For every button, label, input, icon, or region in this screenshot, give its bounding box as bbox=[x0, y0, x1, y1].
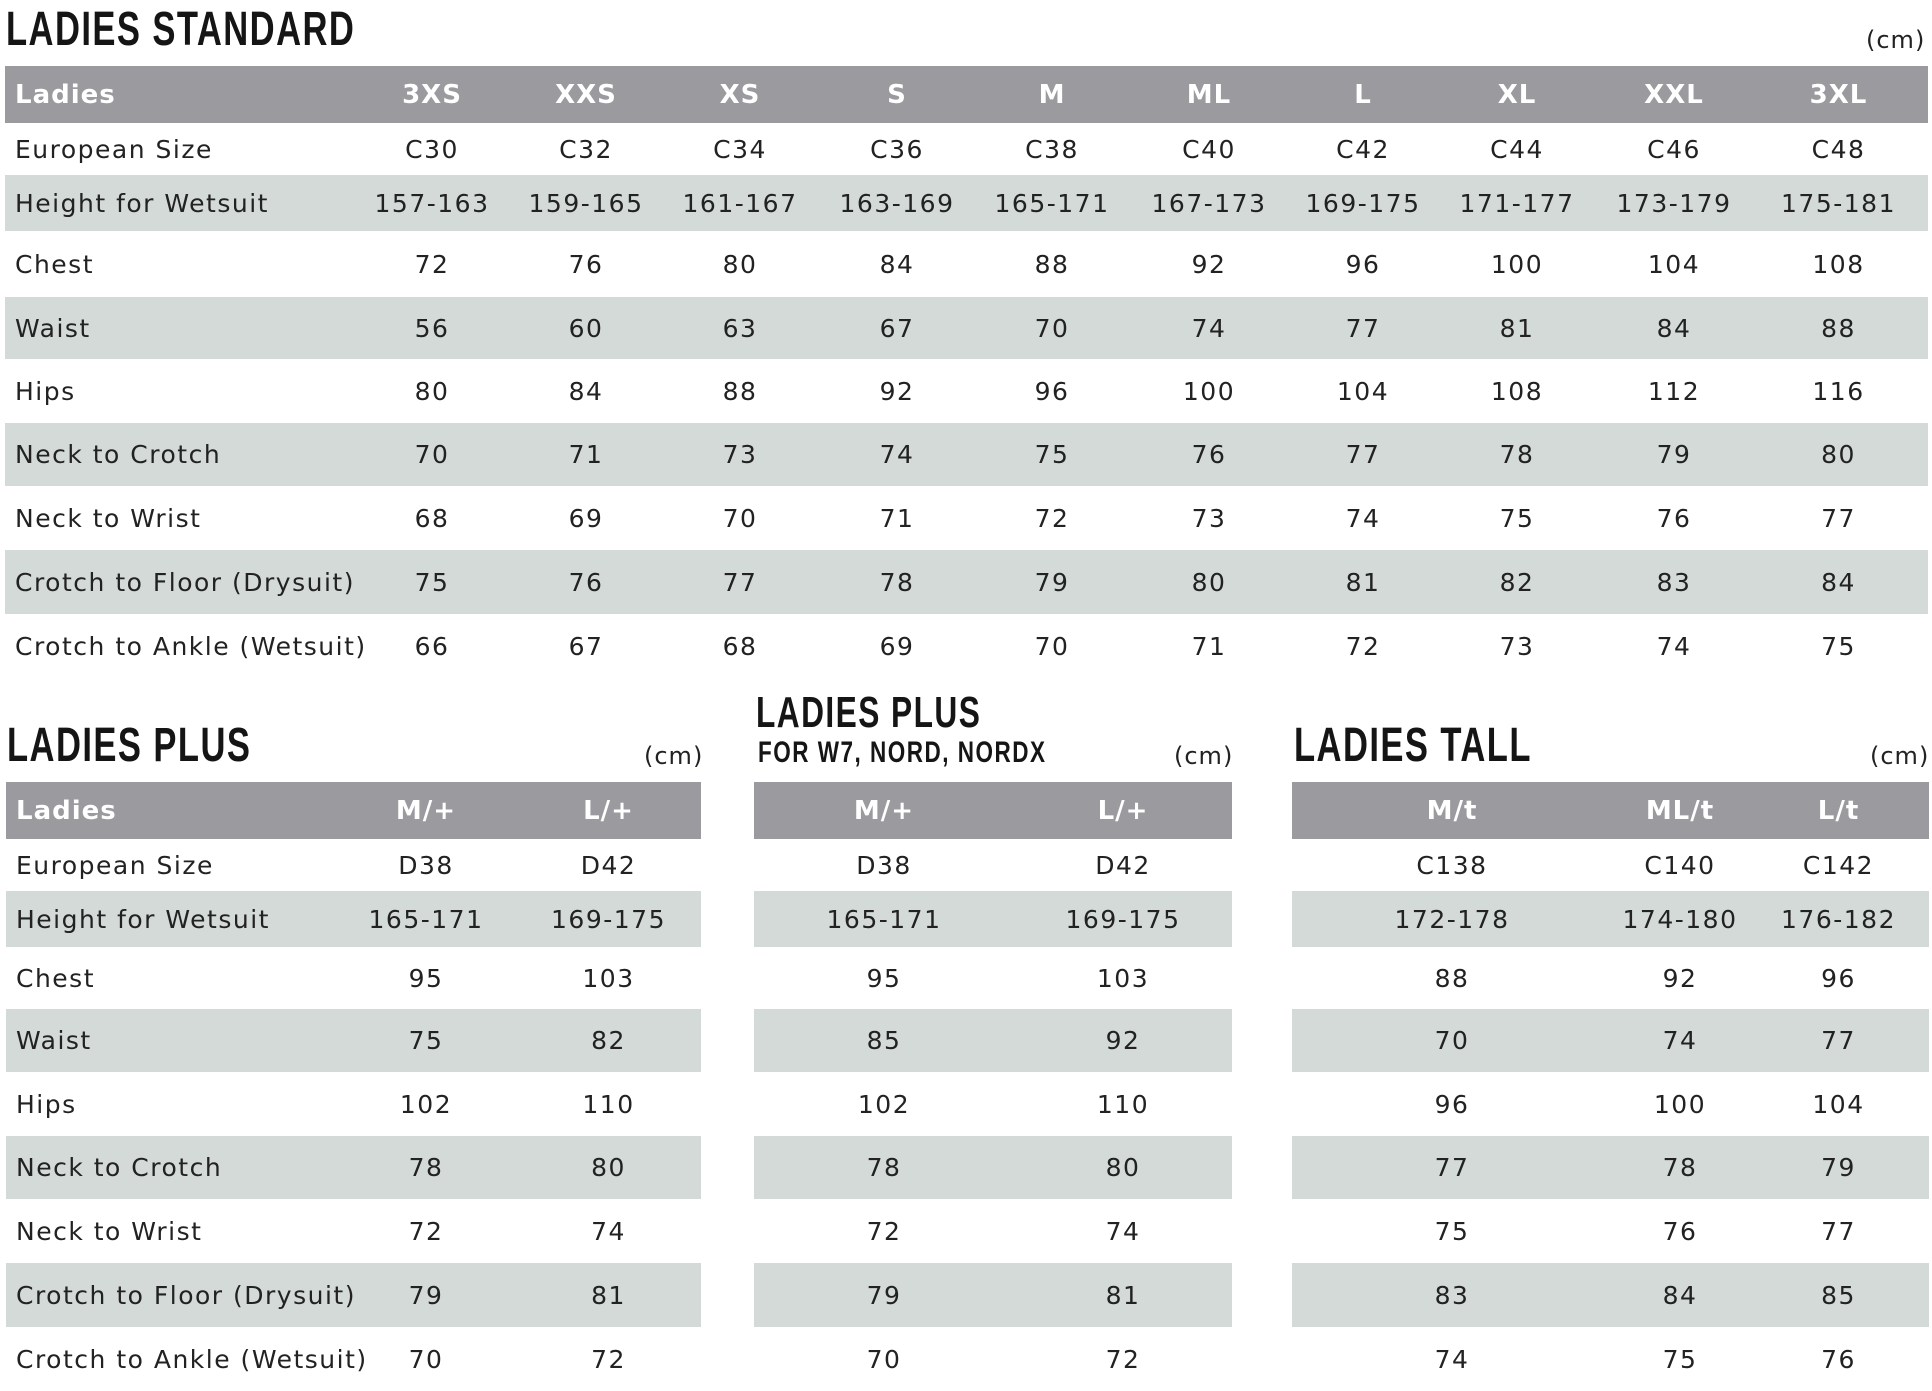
size-header-cell: S bbox=[817, 66, 977, 123]
size-value-cell: 69 bbox=[879, 631, 915, 661]
size-header-cell: ML bbox=[1127, 66, 1291, 123]
size-value-cell: 84 bbox=[1599, 297, 1749, 359]
size-value-cell: 81 bbox=[1014, 1263, 1232, 1327]
standard-title: LADIES STANDARD bbox=[6, 3, 356, 56]
table-row bbox=[6, 1263, 701, 1327]
plus-w7-size-table bbox=[754, 782, 1232, 1391]
size-value-cell: 80 bbox=[516, 1136, 701, 1199]
size-value-cell: 74 bbox=[1656, 631, 1692, 661]
size-value-cell: 81 bbox=[1291, 550, 1435, 614]
table-row bbox=[1292, 839, 1929, 891]
size-value-cell: 169-175 bbox=[1291, 175, 1435, 231]
table-row bbox=[754, 1136, 1232, 1199]
size-value-cell: 76 bbox=[1821, 1344, 1856, 1374]
measurement-label: Hips bbox=[16, 1089, 77, 1119]
measurement-label: European Size bbox=[15, 134, 213, 164]
size-value-cell: C32 bbox=[559, 134, 613, 164]
size-value-cell: 100 bbox=[1490, 249, 1544, 279]
table-row bbox=[5, 359, 1928, 423]
size-value-cell: 71 bbox=[879, 503, 915, 533]
size-value-cell: 76 bbox=[509, 550, 663, 614]
size-value-cell: 75 bbox=[977, 423, 1127, 486]
table-row bbox=[754, 891, 1232, 947]
size-value-cell: 71 bbox=[1191, 631, 1227, 661]
size-value-cell: 75 bbox=[1499, 503, 1535, 533]
table-row bbox=[5, 486, 1928, 550]
size-value-cell: 73 bbox=[663, 423, 817, 486]
size-value-cell: 161-167 bbox=[663, 175, 817, 231]
size-value-cell: 74 bbox=[1127, 297, 1291, 359]
size-header-cell: XXL bbox=[1599, 66, 1749, 123]
size-value-cell: 77 bbox=[1821, 503, 1856, 533]
measurement-label: Chest bbox=[15, 249, 95, 279]
size-value-cell: 72 bbox=[1345, 631, 1381, 661]
size-value-cell: 88 bbox=[1749, 297, 1928, 359]
size-value-cell: 77 bbox=[1291, 297, 1435, 359]
size-value-cell: 81 bbox=[1435, 297, 1599, 359]
size-header-cell: XXS bbox=[509, 66, 663, 123]
size-value-cell: C44 bbox=[1490, 134, 1544, 164]
size-value-cell: 74 bbox=[1434, 1344, 1470, 1374]
table-row bbox=[1292, 1136, 1929, 1199]
size-value-cell: 110 bbox=[1096, 1089, 1150, 1119]
size-value-cell: 167-173 bbox=[1127, 175, 1291, 231]
size-value-cell: 78 bbox=[336, 1136, 516, 1199]
size-value-cell: 100 bbox=[1653, 1089, 1707, 1119]
size-value-cell: D38 bbox=[856, 850, 912, 880]
measurement-label: Crotch to Ankle (Wetsuit) bbox=[16, 1344, 368, 1374]
size-value-cell: 83 bbox=[1292, 1263, 1612, 1327]
table-row bbox=[5, 123, 1928, 175]
size-value-cell: 84 bbox=[1612, 1263, 1748, 1327]
size-value-cell: 96 bbox=[1034, 376, 1070, 406]
table-row bbox=[6, 1009, 701, 1072]
plus-size-table bbox=[6, 782, 701, 1391]
size-value-cell: D42 bbox=[580, 850, 637, 880]
measurement-label: European Size bbox=[16, 850, 214, 880]
table-row bbox=[5, 297, 1928, 359]
size-value-cell: 80 bbox=[1014, 1136, 1232, 1199]
measurement-label: Neck to Wrist bbox=[16, 1216, 203, 1246]
size-value-cell: 92 bbox=[1191, 249, 1227, 279]
size-value-cell: 77 bbox=[1748, 1009, 1929, 1072]
table-row bbox=[754, 1263, 1232, 1327]
measurement-label: Neck to Crotch bbox=[6, 1136, 336, 1199]
size-value-cell: 83 bbox=[1599, 550, 1749, 614]
size-value-cell: 67 bbox=[817, 297, 977, 359]
table-row bbox=[1292, 1072, 1929, 1136]
size-value-cell: D38 bbox=[398, 850, 454, 880]
size-header-cell: ML/t bbox=[1612, 782, 1748, 839]
table-row bbox=[5, 614, 1928, 678]
table-row bbox=[754, 1072, 1232, 1136]
size-header-cell: M/t bbox=[1292, 782, 1612, 839]
size-value-cell: 84 bbox=[879, 249, 915, 279]
table-row bbox=[5, 175, 1928, 231]
measurement-label: Hips bbox=[15, 376, 76, 406]
table-row bbox=[5, 231, 1928, 297]
size-value-cell: 171-177 bbox=[1435, 175, 1599, 231]
size-value-cell: 175-181 bbox=[1749, 175, 1928, 231]
table-row bbox=[6, 1199, 701, 1263]
size-value-cell: 81 bbox=[516, 1263, 701, 1327]
size-value-cell: 73 bbox=[1499, 631, 1535, 661]
size-value-cell: 165-171 bbox=[336, 891, 516, 947]
size-value-cell: 96 bbox=[1434, 1089, 1470, 1119]
size-value-cell: 82 bbox=[1435, 550, 1599, 614]
table-row bbox=[6, 947, 701, 1009]
size-value-cell: 76 bbox=[1127, 423, 1291, 486]
size-value-cell: 96 bbox=[1821, 963, 1856, 993]
size-value-cell: 104 bbox=[1812, 1089, 1865, 1119]
size-value-cell: 85 bbox=[1748, 1263, 1929, 1327]
size-value-cell: 103 bbox=[582, 963, 635, 993]
size-value-cell: 174-180 bbox=[1612, 891, 1748, 947]
size-value-cell: 88 bbox=[1034, 249, 1070, 279]
size-value-cell: 79 bbox=[977, 550, 1127, 614]
size-value-cell: 79 bbox=[754, 1263, 1014, 1327]
size-value-cell: 75 bbox=[1434, 1216, 1470, 1246]
measurement-label: Waist bbox=[5, 297, 355, 359]
size-value-cell: 88 bbox=[722, 376, 758, 406]
size-value-cell: 69 bbox=[568, 503, 604, 533]
table-row bbox=[6, 1136, 701, 1199]
table-row bbox=[6, 1327, 701, 1391]
size-value-cell: C138 bbox=[1416, 850, 1488, 880]
size-value-cell: 75 bbox=[336, 1009, 516, 1072]
table-row bbox=[1292, 1263, 1929, 1327]
size-header-cell: 3XS bbox=[355, 66, 509, 123]
size-value-cell: 70 bbox=[1034, 631, 1070, 661]
table-row bbox=[6, 1072, 701, 1136]
size-value-cell: 77 bbox=[1291, 423, 1435, 486]
size-value-cell: 67 bbox=[568, 631, 604, 661]
size-value-cell: 79 bbox=[1599, 423, 1749, 486]
size-header-cell: L/+ bbox=[1014, 782, 1232, 839]
table-row bbox=[6, 891, 701, 947]
size-value-cell: 71 bbox=[509, 423, 663, 486]
size-value-cell: C30 bbox=[405, 134, 459, 164]
table-row bbox=[754, 947, 1232, 1009]
size-value-cell: 72 bbox=[414, 249, 450, 279]
size-value-cell: 72 bbox=[1105, 1344, 1141, 1374]
measurement-label: Crotch to Floor (Drysuit) bbox=[6, 1263, 336, 1327]
size-value-cell: 102 bbox=[857, 1089, 911, 1119]
size-value-cell: 70 bbox=[977, 297, 1127, 359]
size-value-cell: 84 bbox=[1749, 550, 1928, 614]
tall-title: LADIES TALL bbox=[1294, 719, 1532, 772]
size-value-cell: 92 bbox=[879, 376, 915, 406]
table-row bbox=[754, 1009, 1232, 1072]
size-value-cell: 92 bbox=[1662, 963, 1698, 993]
size-value-cell: C34 bbox=[713, 134, 767, 164]
size-value-cell: 72 bbox=[408, 1216, 444, 1246]
size-header-cell: XS bbox=[663, 66, 817, 123]
size-value-cell: 104 bbox=[1336, 376, 1390, 406]
size-header-cell: L bbox=[1291, 66, 1435, 123]
table-row bbox=[1292, 1327, 1929, 1391]
size-header-cell: L/+ bbox=[516, 782, 701, 839]
size-value-cell: C36 bbox=[870, 134, 924, 164]
size-header-cell: 3XL bbox=[1749, 66, 1928, 123]
size-value-cell: 78 bbox=[1612, 1136, 1748, 1199]
size-value-cell: 74 bbox=[1612, 1009, 1748, 1072]
size-value-cell: 163-169 bbox=[817, 175, 977, 231]
size-value-cell: 78 bbox=[817, 550, 977, 614]
plus-title: LADIES PLUS bbox=[7, 719, 252, 772]
size-value-cell: 173-179 bbox=[1599, 175, 1749, 231]
measurement-label: Neck to Crotch bbox=[5, 423, 355, 486]
size-value-cell: 80 bbox=[1127, 550, 1291, 614]
size-value-cell: 75 bbox=[355, 550, 509, 614]
size-value-cell: 104 bbox=[1647, 249, 1701, 279]
plus-w7-subtitle: FOR W7, NORD, NORDX bbox=[758, 736, 1047, 769]
size-value-cell: 157-163 bbox=[355, 175, 509, 231]
header-label-cell: Ladies bbox=[6, 782, 336, 839]
size-value-cell: 169-175 bbox=[516, 891, 701, 947]
size-value-cell: 79 bbox=[1748, 1136, 1929, 1199]
size-value-cell: 74 bbox=[591, 1216, 626, 1246]
size-value-cell: 70 bbox=[408, 1344, 444, 1374]
size-value-cell: 70 bbox=[1292, 1009, 1612, 1072]
size-value-cell: 68 bbox=[414, 503, 450, 533]
size-value-cell: 108 bbox=[1812, 249, 1865, 279]
table-row bbox=[6, 839, 701, 891]
measurement-label: Waist bbox=[6, 1009, 336, 1072]
size-header-cell: L/t bbox=[1748, 782, 1929, 839]
size-value-cell: 80 bbox=[1749, 423, 1928, 486]
measurement-label: Height for Wetsuit bbox=[6, 891, 336, 947]
header-row bbox=[6, 782, 701, 839]
size-value-cell: 74 bbox=[817, 423, 977, 486]
size-value-cell: 85 bbox=[754, 1009, 1014, 1072]
size-value-cell: C46 bbox=[1647, 134, 1701, 164]
size-value-cell: 165-171 bbox=[754, 891, 1014, 947]
size-header-cell: M/+ bbox=[754, 782, 1014, 839]
size-value-cell: 103 bbox=[1096, 963, 1150, 993]
size-value-cell: 80 bbox=[414, 376, 450, 406]
size-header-cell: XL bbox=[1435, 66, 1599, 123]
header-row bbox=[754, 782, 1232, 839]
size-value-cell: 102 bbox=[399, 1089, 453, 1119]
table-row bbox=[1292, 947, 1929, 1009]
size-header-cell: M bbox=[977, 66, 1127, 123]
size-value-cell: C140 bbox=[1644, 850, 1716, 880]
size-value-cell: C142 bbox=[1802, 850, 1875, 880]
size-header-cell: M/+ bbox=[336, 782, 516, 839]
size-value-cell: 165-171 bbox=[977, 175, 1127, 231]
size-value-cell: 96 bbox=[1345, 249, 1381, 279]
size-value-cell: 77 bbox=[1292, 1136, 1612, 1199]
size-value-cell: 77 bbox=[1821, 1216, 1856, 1246]
size-value-cell: 56 bbox=[355, 297, 509, 359]
size-value-cell: 68 bbox=[722, 631, 758, 661]
size-value-cell: 73 bbox=[1191, 503, 1227, 533]
size-value-cell: 72 bbox=[591, 1344, 626, 1374]
header-row bbox=[5, 66, 1928, 123]
size-value-cell: 95 bbox=[866, 963, 902, 993]
size-value-cell: 176-182 bbox=[1748, 891, 1929, 947]
measurement-label: Crotch to Floor (Drysuit) bbox=[5, 550, 355, 614]
table-row bbox=[1292, 1009, 1929, 1072]
size-value-cell: 63 bbox=[663, 297, 817, 359]
size-value-cell: C40 bbox=[1182, 134, 1236, 164]
size-value-cell: 84 bbox=[568, 376, 604, 406]
measurement-label: Crotch to Ankle (Wetsuit) bbox=[15, 631, 367, 661]
table-row bbox=[5, 423, 1928, 486]
size-value-cell: 74 bbox=[1105, 1216, 1141, 1246]
size-value-cell: 76 bbox=[1656, 503, 1692, 533]
plus-w7-unit: (cm) bbox=[1174, 742, 1234, 770]
size-value-cell: 95 bbox=[408, 963, 444, 993]
standard-unit: (cm) bbox=[1866, 26, 1926, 54]
size-value-cell: C38 bbox=[1025, 134, 1079, 164]
measurement-label: Height for Wetsuit bbox=[5, 175, 355, 231]
plus-unit: (cm) bbox=[644, 742, 704, 770]
table-row bbox=[1292, 891, 1929, 947]
size-value-cell: D42 bbox=[1095, 850, 1151, 880]
size-value-cell: 79 bbox=[336, 1263, 516, 1327]
size-value-cell: 60 bbox=[509, 297, 663, 359]
size-value-cell: 78 bbox=[1435, 423, 1599, 486]
size-value-cell: 70 bbox=[722, 503, 758, 533]
table-row bbox=[754, 1327, 1232, 1391]
size-value-cell: 75 bbox=[1821, 631, 1856, 661]
size-value-cell: 77 bbox=[663, 550, 817, 614]
header-row bbox=[1292, 782, 1929, 839]
size-value-cell: 70 bbox=[866, 1344, 902, 1374]
size-value-cell: 172-178 bbox=[1292, 891, 1612, 947]
size-value-cell: 108 bbox=[1490, 376, 1544, 406]
header-label-cell: Ladies bbox=[5, 66, 355, 123]
size-value-cell: C48 bbox=[1811, 134, 1866, 164]
size-value-cell: 72 bbox=[1034, 503, 1070, 533]
size-value-cell: 78 bbox=[754, 1136, 1014, 1199]
size-value-cell: 72 bbox=[866, 1216, 902, 1246]
plus-w7-title: LADIES PLUS bbox=[756, 688, 982, 737]
size-value-cell: 100 bbox=[1182, 376, 1236, 406]
size-value-cell: 80 bbox=[722, 249, 758, 279]
size-value-cell: 76 bbox=[1662, 1216, 1698, 1246]
size-value-cell: 159-165 bbox=[509, 175, 663, 231]
table-row bbox=[1292, 1199, 1929, 1263]
size-value-cell: 70 bbox=[355, 423, 509, 486]
standard-size-table bbox=[5, 66, 1928, 678]
measurement-label: Neck to Wrist bbox=[15, 503, 202, 533]
size-value-cell: 88 bbox=[1434, 963, 1470, 993]
size-value-cell: 75 bbox=[1662, 1344, 1698, 1374]
size-value-cell: 116 bbox=[1812, 376, 1865, 406]
size-value-cell: 76 bbox=[568, 249, 604, 279]
tall-size-table bbox=[1292, 782, 1929, 1391]
table-row bbox=[5, 550, 1928, 614]
measurement-label: Chest bbox=[16, 963, 96, 993]
size-value-cell: C42 bbox=[1336, 134, 1390, 164]
size-value-cell: 110 bbox=[582, 1089, 635, 1119]
table-row bbox=[754, 1199, 1232, 1263]
table-row bbox=[754, 839, 1232, 891]
size-value-cell: 169-175 bbox=[1014, 891, 1232, 947]
size-value-cell: 82 bbox=[516, 1009, 701, 1072]
size-value-cell: 66 bbox=[414, 631, 450, 661]
size-value-cell: 92 bbox=[1014, 1009, 1232, 1072]
size-value-cell: 112 bbox=[1647, 376, 1701, 406]
tall-unit: (cm) bbox=[1870, 742, 1930, 770]
size-value-cell: 74 bbox=[1345, 503, 1381, 533]
